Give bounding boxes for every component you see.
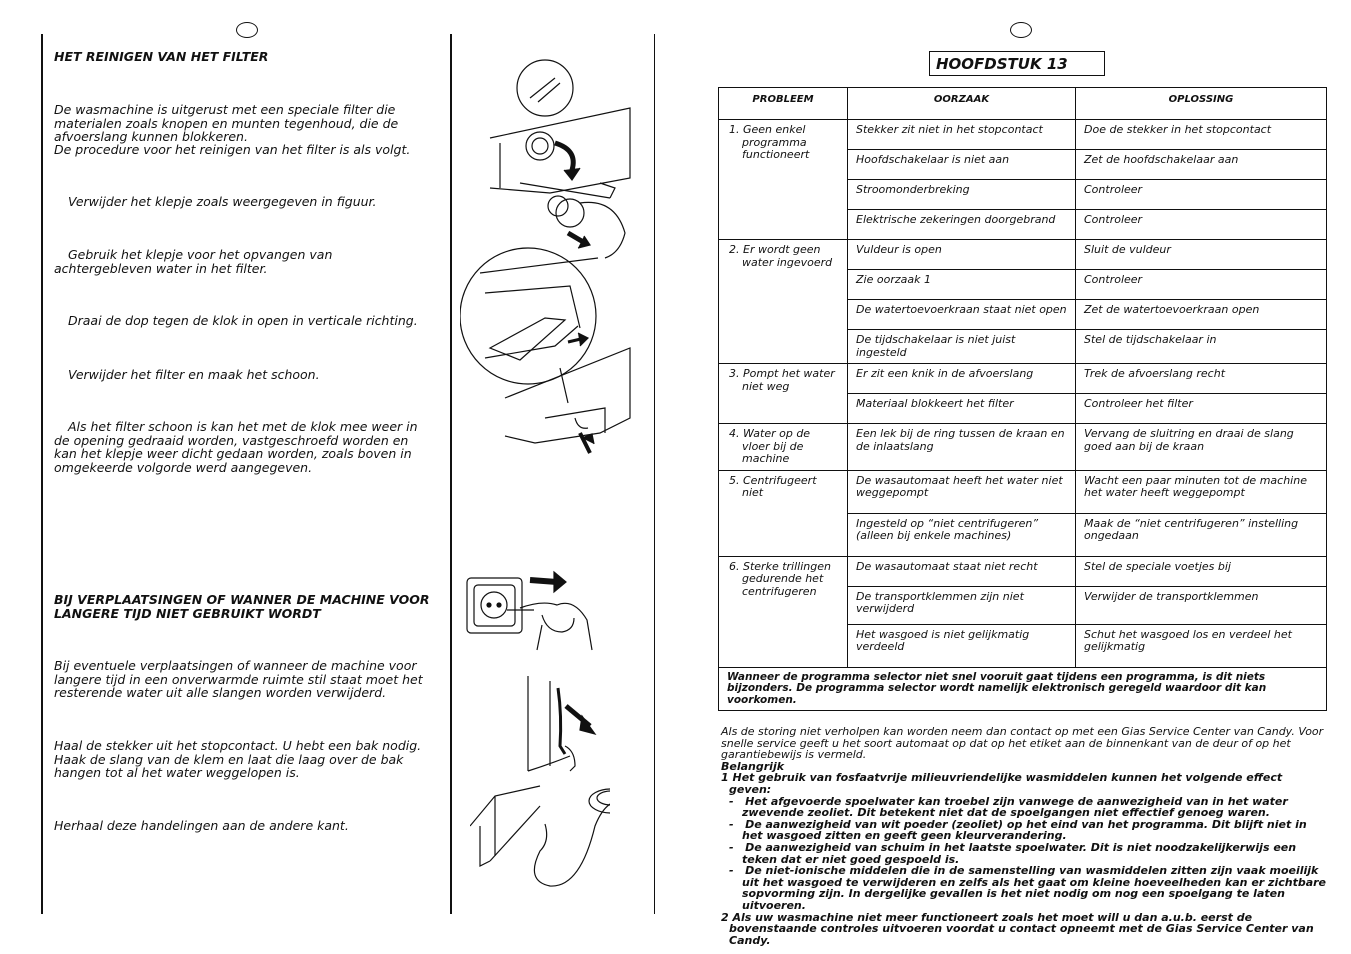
- drain-hose-illustration: [470, 676, 610, 891]
- filter-intro-text: De wasmachine is uitgerust met een speciale filter die materialen zoals knopen en munten tegenhoud, die de afvoerslang kunnen blokkeren.: [54, 102, 399, 144]
- left-page-marker: [236, 22, 258, 38]
- table-row: [719, 364, 1327, 394]
- table-row: [719, 470, 1327, 513]
- cause-cell: Een lek bij de ring tussen de kraan en de inlaatslang: [848, 424, 1076, 471]
- filter-step-3: Draai de dop tegen de klok in open in verticale richting.: [68, 313, 418, 328]
- cause-cell: Vuldeur is open: [848, 240, 1076, 270]
- header-cause: OORZAAK: [848, 88, 1076, 120]
- problem-text: 4. Water op de vloer bij de machine: [729, 427, 811, 465]
- table-note-row: [719, 667, 1327, 711]
- solution-cell: Controleer: [1076, 180, 1327, 210]
- problem-text: 2. Er wordt geen water ingevoerd: [729, 243, 833, 269]
- important-bullet-4: - De niet-ionische middelen die in de samenstelling van wasmiddelen zitten zijn vaak moeilijk uit het wasgoed te verwijderen en zelfs als het gaat om kleine hoeveelheden kan er zichtbare sopvorming zijn. In dergelijke gevallen is het niet nodig om nog een spoelgang te laten uitvoeren.: [729, 864, 1327, 912]
- heading-moving-machine: BIJ VERPLAATSINGEN OF WANNER DE MACHINE VOOR LANGERE TIJD NIET GEBRUIKT WORDT: [54, 592, 430, 621]
- important-bullet-1: - Het afgevoerde spoelwater kan troebel zijn vanwege de aanwezigheid van in het water zwevende zeoliet. Dit betekent niet dat de spoelgangen niet effectief genoeg waren.: [729, 794, 1288, 820]
- problem-text: 5. Centrifugeert niet: [729, 473, 817, 499]
- bullet-text: De niet-ionische middelen die in de samenstelling van wasmiddelen zitten zijn vaak moeilijk uit het wasgoed te verwijderen en zelfs als het gaat om kleine hoeveelheden kan er zichtbare sopvorming zijn. In dergelijke gevallen is het niet nodig om nog een spoelgang te laten uitvoeren.: [742, 864, 1327, 912]
- chapter-title: HOOFDSTUK 13: [929, 51, 1105, 76]
- table-row: [719, 240, 1327, 270]
- important-note-1: 1 Het gebruik van fosfaatvrije milieuvriendelijke wasmiddelen kunnen het volgende effect geven:: [721, 771, 1283, 796]
- important-bullet-2: - De aanwezigheid van wit poeder (zeoliet) op het eind van het programma. Dit blijft niet in het wasgoed zitten en geeft geen kleurverandering.: [729, 817, 1307, 843]
- cause-cell: Zie oorzaak 1: [848, 270, 1076, 300]
- problem-text: 6. Sterke trillingen gedurende het centrifugeren: [729, 559, 831, 598]
- filter-step-2: Gebruik het klepje voor het opvangen van achtergebleven water in het filter.: [54, 247, 333, 276]
- header-solution: OPLOSSING: [1076, 88, 1327, 120]
- solution-cell: Schut het wasgoed los en verdeel het gelijkmatig: [1076, 624, 1327, 667]
- cause-cell: De watertoevoerkraan staat niet open: [848, 300, 1076, 330]
- cause-cell: De wasautomaat heeft het water niet weggepompt: [848, 470, 1076, 513]
- cause-cell: Er zit een knik in de afvoerslang: [848, 364, 1076, 394]
- bullet-text: Het afgevoerde spoelwater kan troebel zijn vanwege de aanwezigheid van in het water zwevende zeoliet. Dit betekent niet dat de spoelgangen niet effectief genoeg waren.: [742, 794, 1288, 820]
- table-note: Wanneer de programma selector niet snel vooruit gaat tijdens een programma, is dit niets bijzonders. De programma selector wordt namelijk elektronisch geregeld waardoor dit kan voorkomen.: [719, 667, 1327, 711]
- solution-cell: Sluit de vuldeur: [1076, 240, 1327, 270]
- solution-cell: Trek de afvoerslang recht: [1076, 364, 1327, 394]
- solution-cell: Wacht een paar minuten tot de machine het water heeft weggepompt: [1076, 470, 1327, 513]
- solution-cell: Stel de tijdschakelaar in: [1076, 330, 1327, 364]
- solution-cell: Stel de speciale voetjes bij: [1076, 556, 1327, 586]
- cause-cell: Het wasgoed is niet gelijkmatig verdeeld: [848, 624, 1076, 667]
- problem-text: 1. Geen enkel programma functioneert: [729, 123, 810, 161]
- cause-cell: Hoofdschakelaar is niet aan: [848, 150, 1076, 180]
- solution-cell: Vervang de sluitring en draai de slang goed aan bij de kraan: [1076, 424, 1327, 471]
- important-label: Belangrijk: [721, 759, 785, 773]
- problem-cell: [719, 556, 848, 667]
- solution-cell: Zet de hoofdschakelaar aan: [1076, 150, 1327, 180]
- move-text-3: Herhaal deze handelingen aan de andere kant.: [54, 818, 349, 833]
- move-text-2: Haal de stekker uit het stopcontact. U hebt een bak nodig. Haak de slang van de klem en laat die laag over de bak hangen tot al het water weggelopen is.: [54, 738, 422, 780]
- move-text-1: Bij eventuele verplaatsingen of wanneer de machine voor langere tijd in een onverwarmde ruimte stil staat moet het resterende water uit alle slangen worden verwijderd.: [54, 658, 423, 700]
- table-body: [719, 120, 1327, 668]
- problem-cell: [719, 364, 848, 424]
- solution-cell: Verwijder de transportklemmen: [1076, 586, 1327, 624]
- solution-cell: Controleer: [1076, 270, 1327, 300]
- solution-cell: Zet de watertoevoerkraan open: [1076, 300, 1327, 330]
- problem-cell: [719, 120, 848, 240]
- cause-cell: Stroomonderbreking: [848, 180, 1076, 210]
- bullet-text: De aanwezigheid van wit poeder (zeoliet) op het eind van het programma. Dit blijft niet in het wasgoed zitten en geeft geen kleurverandering.: [742, 817, 1307, 843]
- filter-step-1: Verwijder het klepje zoals weergegeven in figuur.: [68, 194, 377, 209]
- solution-cell: Controleer: [1076, 210, 1327, 240]
- solution-cell: Maak de “niet centrifugeren” instelling ongedaan: [1076, 513, 1327, 556]
- page-divider: [654, 34, 655, 914]
- cause-cell: Ingesteld op “niet centrifugeren” (alleen bij enkele machines): [848, 513, 1076, 556]
- cause-cell: Elektrische zekeringen doorgebrand: [848, 210, 1076, 240]
- problem-cell: [719, 424, 848, 471]
- cause-cell: De tijdschakelaar is niet juist ingesteld: [848, 330, 1076, 364]
- problem-text: 3. Pompt het water niet weg: [729, 367, 835, 393]
- cause-cell: Materiaal blokkeert het filter: [848, 394, 1076, 424]
- important-bullet-3: - De aanwezigheid van schuim in het laatste spoelwater. Dit is niet noodzakelijkerwijs een teken dat er niet goed gespoeld is.: [729, 840, 1297, 866]
- bullet-text: De aanwezigheid van schuim in het laatste spoelwater. Dit is niet noodzakelijkerwijs een teken dat er niet goed gespoeld is.: [742, 840, 1297, 866]
- header-problem: PROBLEEM: [719, 88, 848, 120]
- cause-cell: De wasautomaat staat niet recht: [848, 556, 1076, 586]
- important-note-2: 2 Als uw wasmachine niet meer functioneert zoals het moet will u dan a.u.b. eerst de bovenstaande controles uitvoeren voordat u contact opneemt met de Gias Service Center van Candy.: [721, 910, 1314, 947]
- problem-cell: [719, 240, 848, 364]
- left-margin-line: [41, 34, 43, 914]
- table-row: [719, 556, 1327, 586]
- problem-cell: [719, 470, 848, 556]
- filter-step-4: Verwijder het filter en maak het schoon.: [68, 367, 320, 382]
- service-text: Als de storing niet verholpen kan worden neem dan contact op met een Gias Service Center van Candy. Voor snelle service geeft u het soort automaat op dat op het etiket aan de binnenkant van de deur of op het garantiebewijs is vermeld.: [721, 725, 1324, 762]
- service-notes: [721, 726, 1327, 946]
- filter-step-5: Als het filter schoon is kan het met de klok mee weer in de opening gedraaid worden, vastgeschroefd worden en kan het klepje weer dicht gedaan worden, zoals boven in omgekeerde volgorde werd aangegeven.: [54, 419, 418, 475]
- troubleshooting-table: [718, 87, 1327, 711]
- solution-cell: Doe de stekker in het stopcontact: [1076, 120, 1327, 150]
- table-row: [719, 120, 1327, 150]
- table-header-row: [719, 88, 1327, 120]
- heading-filter-cleaning: HET REINIGEN VAN HET FILTER: [54, 49, 269, 64]
- cause-cell: De transportklemmen zijn niet verwijderd: [848, 586, 1076, 624]
- filter-cover-illustration: [460, 58, 640, 458]
- right-page-marker: [1010, 22, 1032, 38]
- cause-cell: Stekker zit niet in het stopcontact: [848, 120, 1076, 150]
- solution-cell: Controleer het filter: [1076, 394, 1327, 424]
- left-column-divider: [450, 34, 452, 914]
- filter-procedure-text: De procedure voor het reinigen van het filter is als volgt.: [54, 142, 411, 157]
- table-row: [719, 424, 1327, 471]
- unplug-illustration: [462, 570, 602, 665]
